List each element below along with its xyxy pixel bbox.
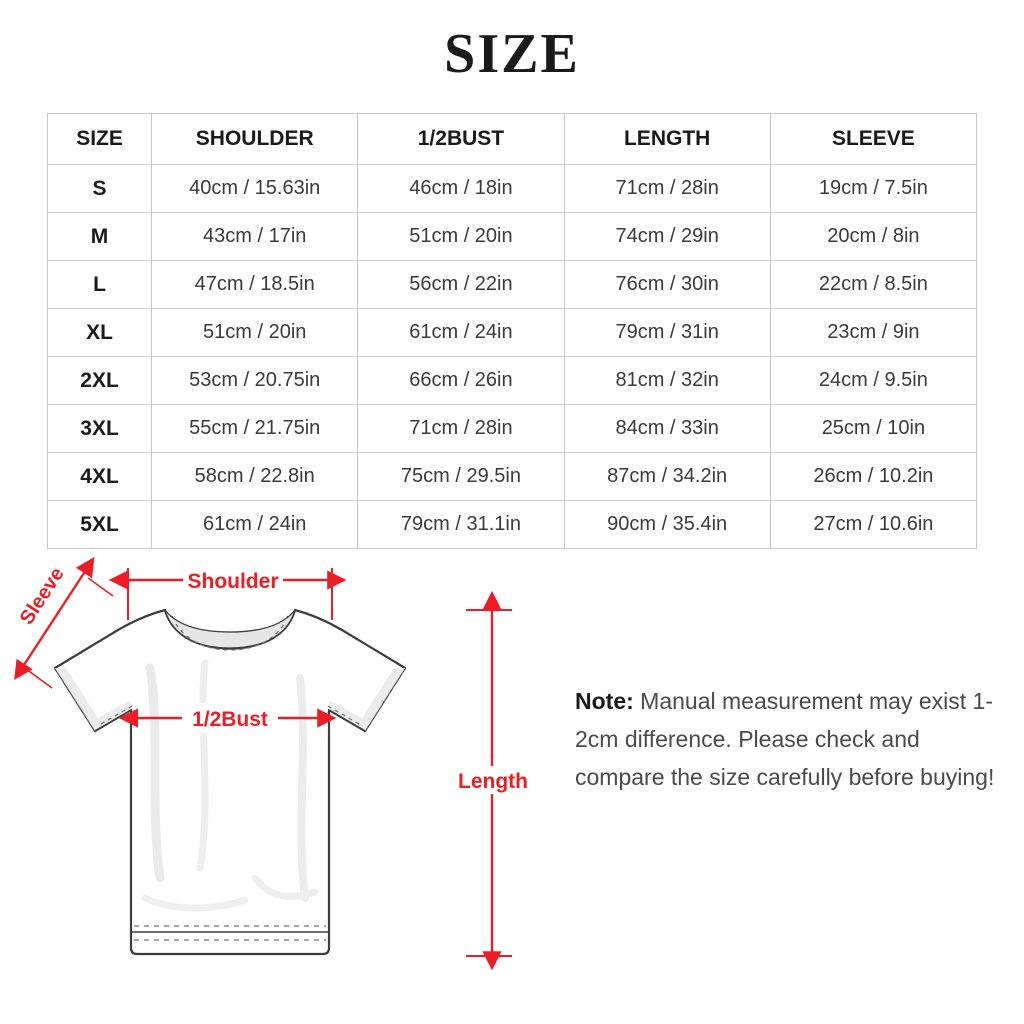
cell-shoulder: 43cm / 17in [152,213,358,261]
cell-sleeve: 25cm / 10in [770,405,976,453]
cell-bust: 46cm / 18in [358,165,564,213]
length-label: Length [458,770,528,793]
cell-length: 79cm / 31in [564,309,770,357]
column-header-sleeve: SLEEVE [770,114,976,165]
table-row [48,309,977,357]
shoulder-label: Shoulder [187,570,279,593]
cell-shoulder: 61cm / 24in [152,501,358,549]
cell-bust: 56cm / 22in [358,261,564,309]
tshirt-illustration [55,610,405,954]
table-row [48,357,977,405]
page-title: SIZE [444,23,580,85]
cell-size: M [48,213,152,261]
table-row [48,501,977,549]
note-text: Manual measurement may exist 1-2cm difference. Please check and compare the size carefully before buying! [575,688,995,790]
column-header-size: SIZE [48,114,152,165]
cell-shoulder: 53cm / 20.75in [152,357,358,405]
table-row [48,453,977,501]
cell-length: 84cm / 33in [564,405,770,453]
cell-sleeve: 24cm / 9.5in [770,357,976,405]
cell-shoulder: 55cm / 21.75in [152,405,358,453]
cell-size: 4XL [48,453,152,501]
cell-length: 71cm / 28in [564,165,770,213]
cell-length: 90cm / 35.4in [564,501,770,549]
tshirt-measurement-diagram [0,548,560,1018]
cell-size: XL [48,309,152,357]
cell-bust: 51cm / 20in [358,213,564,261]
sleeve-label: Sleeve [15,563,69,629]
cell-length: 74cm / 29in [564,213,770,261]
cell-shoulder: 51cm / 20in [152,309,358,357]
table-row [48,213,977,261]
cell-size: 3XL [48,405,152,453]
size-chart-table [47,113,977,549]
cell-bust: 71cm / 28in [358,405,564,453]
column-header-shoulder: SHOULDER [152,114,358,165]
table-row [48,261,977,309]
bust-label: 1/2Bust [192,708,268,731]
cell-sleeve: 19cm / 7.5in [770,165,976,213]
cell-bust: 61cm / 24in [358,309,564,357]
cell-shoulder: 58cm / 22.8in [152,453,358,501]
cell-bust: 75cm / 29.5in [358,453,564,501]
table-row [48,165,977,213]
cell-length: 76cm / 30in [564,261,770,309]
note-label: Note: [575,688,634,714]
cell-sleeve: 27cm / 10.6in [770,501,976,549]
cell-size: 2XL [48,357,152,405]
cell-shoulder: 47cm / 18.5in [152,261,358,309]
cell-size: S [48,165,152,213]
cell-sleeve: 23cm / 9in [770,309,976,357]
cell-length: 81cm / 32in [564,357,770,405]
cell-sleeve: 22cm / 8.5in [770,261,976,309]
measurement-note [575,682,995,796]
length-measure-line [452,610,534,956]
table-row [48,405,977,453]
cell-bust: 79cm / 31.1in [358,501,564,549]
cell-shoulder: 40cm / 15.63in [152,165,358,213]
cell-size: 5XL [48,501,152,549]
cell-sleeve: 26cm / 10.2in [770,453,976,501]
column-header-length: LENGTH [564,114,770,165]
cell-size: L [48,261,152,309]
cell-sleeve: 20cm / 8in [770,213,976,261]
cell-length: 87cm / 34.2in [564,453,770,501]
table-header-row [48,114,977,165]
cell-bust: 66cm / 26in [358,357,564,405]
column-header-bust: 1/2BUST [358,114,564,165]
